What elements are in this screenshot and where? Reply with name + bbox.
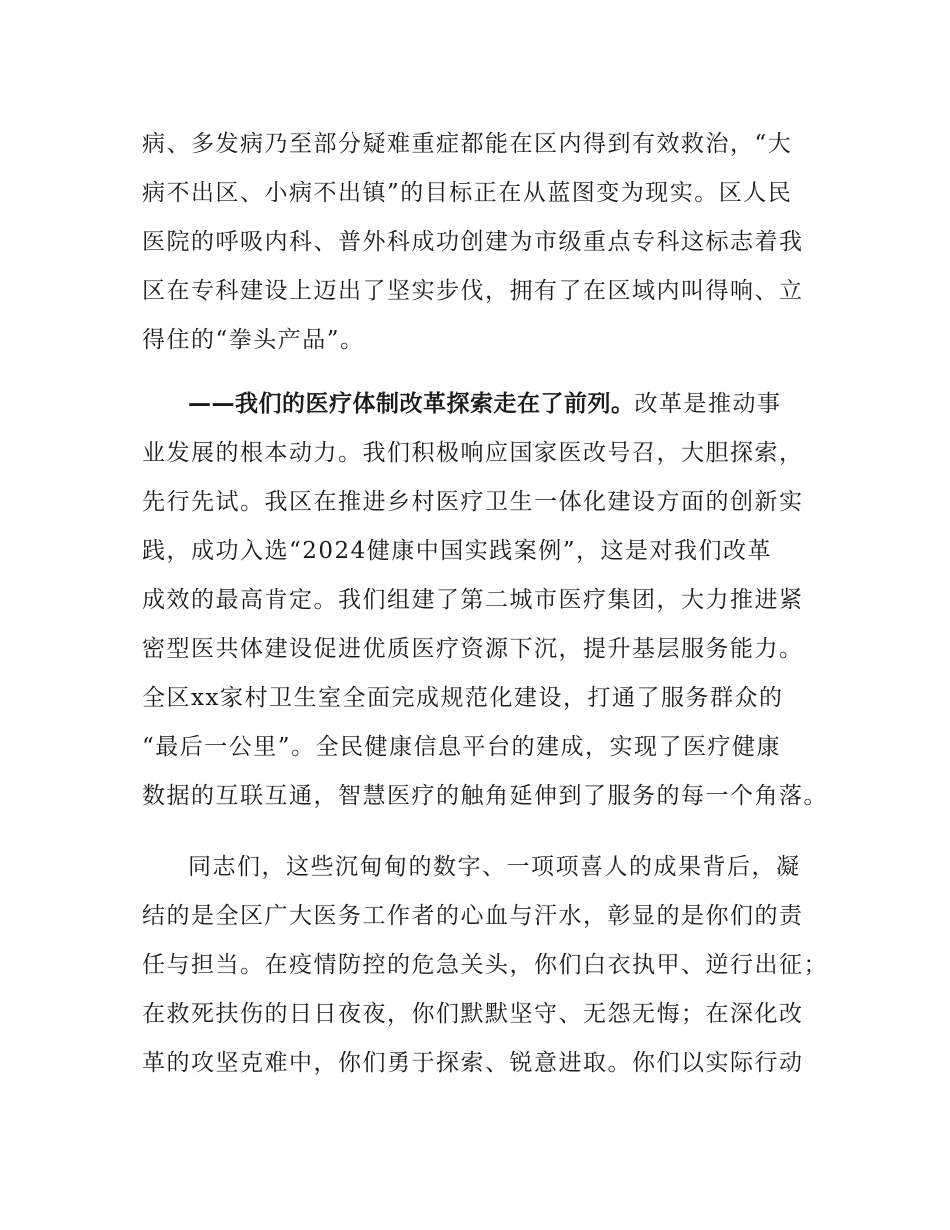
paragraph-2-lead-rest: 改革是推动事 [634,391,782,417]
paragraph-2-line-1 [188,384,782,424]
paragraph-2-bold-heading: ——我们的医疗体制改革探索走在了前列。 [188,391,635,417]
paragraph-3-line-3: 任与担当。在疫情防控的危急关头，你们白衣执甲、逆行出征； [142,952,828,978]
paragraph-2-line-8: “最后一公里”。全民健康信息平台的建成，实现了医疗健康 [142,734,782,760]
paragraph-2-line-9: 数据的互联互通，智慧医疗的触角延伸到了服务的每一个角落。 [142,783,828,809]
paragraph-2-line-4: 践，成功入选“2024健康中国实践案例”，这是对我们改革 [142,538,773,564]
paragraph-2-line-6: 密型医共体建设促进优质医疗资源下沉，提升基层服务能力。 [142,636,804,662]
paragraph-2-line-7: 全区xx家村卫生室全面完成规范化建设，打通了服务群众的 [142,685,784,711]
paragraph-1-line-2: 病不出区、小病不出镇”的目标正在从蓝图变为现实。区人民 [142,180,793,206]
paragraph-1-line-3: 医院的呼吸内科、普外科成功创建为市级重点专科这标志着我 [142,229,804,255]
paragraph-1-line-1: 病、多发病乃至部分疑难重症都能在区内得到有效救治，“大 [142,131,793,157]
paragraph-2-line-2: 业发展的根本动力。我们积极响应国家医改号召，大胆探索， [142,440,804,466]
paragraph-3-line-1: 同志们，这些沉甸甸的数字、一项项喜人的成果背后，凝 [188,854,801,880]
paragraph-3-line-4: 在救死扶伤的日日夜夜，你们默默坚守、无怨无悔；在深化改 [142,1001,804,1027]
paragraph-3-line-2: 结的是全区广大医务工作者的心血与汗水，彰显的是你们的责 [142,903,804,929]
paragraph-1-line-4: 区在专科建设上迈出了坚实步伐，拥有了在区域内叫得响、立 [142,278,804,304]
paragraph-1-line-5: 得住的“拳头产品”。 [142,327,365,353]
paragraph-2-line-5: 成效的最高肯定。我们组建了第二城市医疗集团，大力推进紧 [142,587,804,613]
paragraph-3-line-5: 革的攻坚克难中，你们勇于探索、锐意进取。你们以实际行动 [142,1050,804,1076]
paragraph-2-line-3: 先行先试。我区在推进乡村医疗卫生一体化建设方面的创新实 [142,489,804,515]
